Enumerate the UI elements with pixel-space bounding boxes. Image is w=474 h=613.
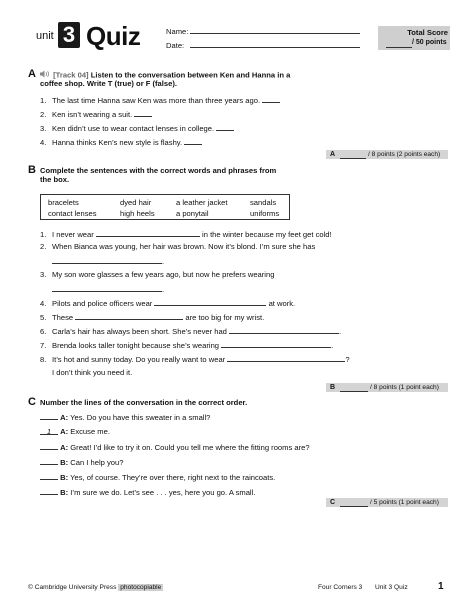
- list-item: 1. I never wear in the winter because my feet get cold!: [40, 230, 332, 239]
- answer-blank[interactable]: [96, 229, 200, 237]
- list-item: A: Yes. Do you have this sweater in a small?: [40, 412, 210, 422]
- section-c-instruction: Number the lines of the conversation in the correct order.: [40, 398, 248, 407]
- answer-blank[interactable]: [52, 284, 162, 292]
- name-field[interactable]: [190, 33, 360, 34]
- word-box-item: sandals: [250, 198, 277, 207]
- track-label: [Track 04]: [53, 70, 89, 80]
- list-item-continuation: I don’t think you need it.: [52, 368, 133, 377]
- word-box-item: high heels: [120, 209, 155, 218]
- word-box-item: contact lenses: [48, 209, 97, 218]
- order-blank[interactable]: 1: [40, 427, 58, 435]
- instruction-line1: Listen to the conversation between Ken and Hanna in a: [90, 70, 291, 80]
- footer-unit-quiz: Unit 3 Quiz: [375, 584, 408, 591]
- list-item: 6. Carla’s hair has always been short. She’s never had .: [40, 327, 342, 336]
- section-b-letter: B: [28, 164, 36, 176]
- list-item: B: I’m sure we do. Let’s see . . . yes, here you go. A small.: [40, 487, 255, 497]
- answer-blank[interactable]: [216, 123, 234, 131]
- answer-blank[interactable]: [227, 354, 345, 362]
- answer-blank[interactable]: [154, 298, 266, 306]
- section-b-points-text: / 8 points (1 point each): [370, 384, 439, 391]
- list-item: 4. Pilots and police officers wear at work.: [40, 299, 296, 308]
- section-c-score-field[interactable]: [340, 499, 368, 507]
- unit-number-badge: 3: [58, 22, 80, 48]
- footer-copyright: © Cambridge University Press photocopiable: [28, 584, 162, 591]
- list-item: B: Can I help you?: [40, 457, 123, 467]
- answer-blank[interactable]: [134, 109, 152, 117]
- list-item-continuation: .: [52, 256, 164, 266]
- section-a-score-field[interactable]: [340, 151, 366, 159]
- order-blank[interactable]: [40, 487, 58, 495]
- unit-label: unit: [36, 30, 54, 42]
- section-c-points-text: / 5 points (1 point each): [370, 499, 439, 506]
- list-item: 1 A: Excuse me.: [40, 427, 110, 436]
- answer-blank[interactable]: [52, 256, 162, 264]
- list-item: 8. It’s hot and sunny today. Do you really want to wear ?: [40, 355, 350, 364]
- total-points-label: / 50 points: [412, 39, 447, 46]
- word-box-item: bracelets: [48, 198, 79, 207]
- date-field[interactable]: [190, 47, 360, 48]
- answer-blank[interactable]: [75, 312, 183, 320]
- section-b-instruction-line1: Complete the sentences with the correct words and phrases from: [40, 166, 277, 175]
- section-b-instruction-line2: the box.: [40, 175, 70, 184]
- word-box-item: a leather jacket: [176, 198, 228, 207]
- list-item-continuation: .: [52, 284, 164, 294]
- section-a-points-text: / 8 points (2 points each): [368, 151, 441, 158]
- answer-blank[interactable]: [229, 326, 339, 334]
- answer-blank[interactable]: [262, 95, 280, 103]
- order-blank[interactable]: [40, 412, 58, 420]
- list-item: 3. Ken didn’t use to wear contact lenses in college.: [40, 123, 234, 133]
- section-c-points-letter: C: [330, 499, 336, 506]
- date-label: Date:: [166, 41, 185, 50]
- list-item: 3. My son wore glasses a few years ago, but now he prefers wearing: [40, 270, 275, 279]
- list-item: 7. Brenda looks taller tonight because she’s wearing .: [40, 341, 334, 350]
- list-item: 2. When Bianca was young, her hair was brown. Now it’s blond. I’m sure she has: [40, 242, 316, 251]
- section-c-letter: C: [28, 396, 36, 408]
- list-item: 2. Ken isn’t wearing a suit.: [40, 109, 152, 119]
- total-score-label: Total Score: [407, 28, 448, 37]
- list-item: 5. These are too big for my wrist.: [40, 313, 265, 322]
- order-blank[interactable]: [40, 472, 58, 480]
- page-title: Quiz: [86, 21, 141, 51]
- page-number: 1: [438, 581, 444, 592]
- footer-book: Four Corners 3: [318, 584, 363, 591]
- list-item: A: Great! I’d like to try it on. Could you tell me where the fitting rooms are?: [40, 442, 310, 452]
- section-a-points-letter: A: [330, 151, 336, 158]
- word-box-item: a ponytail: [176, 209, 209, 218]
- list-item: B: Yes, of course. They’re over there, right next to the raincoats.: [40, 472, 275, 482]
- section-b-score-field[interactable]: [340, 384, 368, 392]
- list-item: 1. The last time Hanna saw Ken was more than three years ago.: [40, 95, 280, 105]
- section-a-letter: A: [28, 68, 36, 80]
- answer-blank[interactable]: [221, 340, 331, 348]
- order-blank[interactable]: [40, 457, 58, 465]
- word-box-item: uniforms: [250, 209, 280, 218]
- total-score-field[interactable]: [386, 47, 412, 48]
- list-item: 4. Hanna thinks Ken’s new style is flashy.: [40, 137, 202, 147]
- answer-blank[interactable]: [184, 137, 202, 145]
- word-box-item: dyed hair: [120, 198, 152, 207]
- name-label: Name:: [166, 27, 189, 36]
- section-a-instruction-line2: coffee shop. Write T (true) or F (false).: [40, 79, 177, 88]
- order-blank[interactable]: [40, 442, 58, 450]
- section-b-points-letter: B: [330, 384, 336, 391]
- photocopiable-badge: photocopiable: [120, 584, 162, 591]
